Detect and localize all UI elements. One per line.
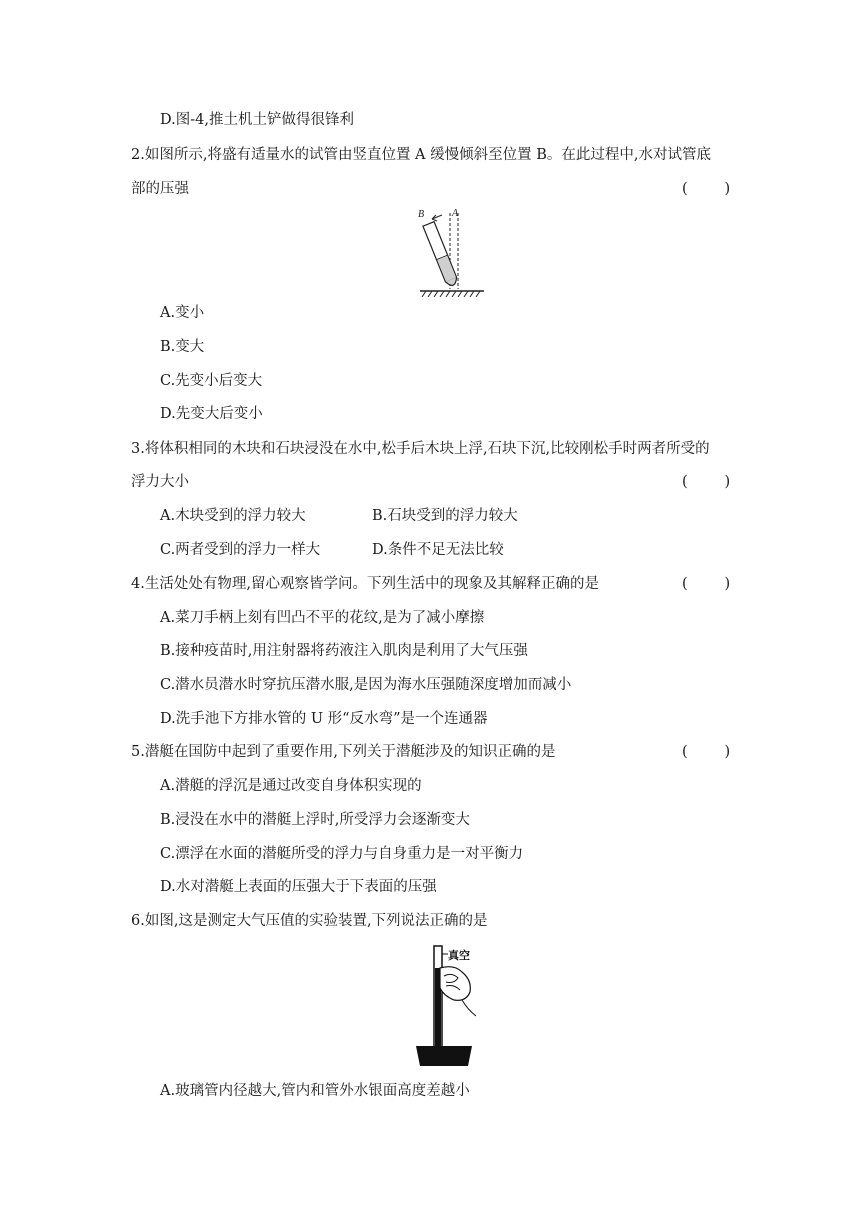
q5-option-d[interactable]: D.水对潜艇上表面的压强大于下表面的压强 [160,879,437,895]
q3-option-c[interactable]: C.两者受到的浮力一样大 [160,542,321,558]
q6-barometer-figure [410,940,480,1070]
q3-option-a[interactable]: A.木块受到的浮力较大 [160,508,306,524]
q2-figure-label-b: B [418,209,425,220]
q6-option-a[interactable]: A.玻璃管内径越大,管内和管外水银面高度差越小 [160,1083,470,1099]
q4-option-a[interactable]: A.菜刀手柄上刻有凹凸不平的花纹,是为了减小摩擦 [160,610,485,626]
q3-option-d[interactable]: D.条件不足无法比较 [372,542,504,558]
q4-option-c[interactable]: C.潜水员潜水时穿抗压潜水服,是因为海水压强随深度增加而减小 [160,677,572,693]
q2-answer-paren[interactable]: ( ) [682,181,731,197]
q2-option-a[interactable]: A.变小 [160,305,205,321]
q4-option-b[interactable]: B.接种疫苗时,用注射器将药液注入肌肉是利用了大气压强 [160,643,528,659]
q6-vacuum-label: 真空 [448,949,470,962]
q2-option-b[interactable]: B.变大 [160,339,205,355]
q4-answer-paren[interactable]: ( ) [682,576,731,592]
q1-option-d: D.图-4,推土机土铲做得很锋利 [160,112,354,128]
q2-figure-label-a: A [452,208,459,219]
q4-option-d[interactable]: D.洗手池下方排水管的 U 形“反水弯”是一个连通器 [160,711,488,727]
q5-option-a[interactable]: A.潜艇的浮沉是通过改变自身体积实现的 [160,778,422,794]
q5-answer-paren[interactable]: ( ) [682,744,731,760]
q2-test-tube-figure [412,205,488,297]
q4-stem: 4.生活处处有物理,留心观察皆学问。下列生活中的现象及其解释正确的是 [131,576,599,592]
q2-stem-line1: 2.如图所示,将盛有适量水的试管由竖直位置 A 缓慢倾斜至位置 B。在此过程中,水对试管底 [131,147,712,163]
q6-stem: 6.如图,这是测定大气压值的实验装置,下列说法正确的是 [131,913,488,929]
q2-option-c[interactable]: C.先变小后变大 [160,373,263,389]
q5-option-b[interactable]: B.浸没在水中的潜艇上浮时,所受浮力会逐渐变大 [160,812,470,828]
q2-stem-line2: 部的压强 [131,181,189,197]
q2-option-d[interactable]: D.先变大后变小 [160,406,263,422]
q3-option-b[interactable]: B.石块受到的浮力较大 [372,508,518,524]
q5-option-c[interactable]: C.漂浮在水面的潜艇所受的浮力与自身重力是一对平衡力 [160,846,524,862]
q3-answer-paren[interactable]: ( ) [682,474,731,490]
q3-stem-line1: 3.将体积相同的木块和石块浸没在水中,松手后木块上浮,石块下沉,比较刚松手时两者所受的 [131,441,710,457]
q3-stem-line2: 浮力大小 [131,474,189,490]
q5-stem: 5.潜艇在国防中起到了重要作用,下列关于潜艇涉及的知识正确的是 [131,744,556,760]
